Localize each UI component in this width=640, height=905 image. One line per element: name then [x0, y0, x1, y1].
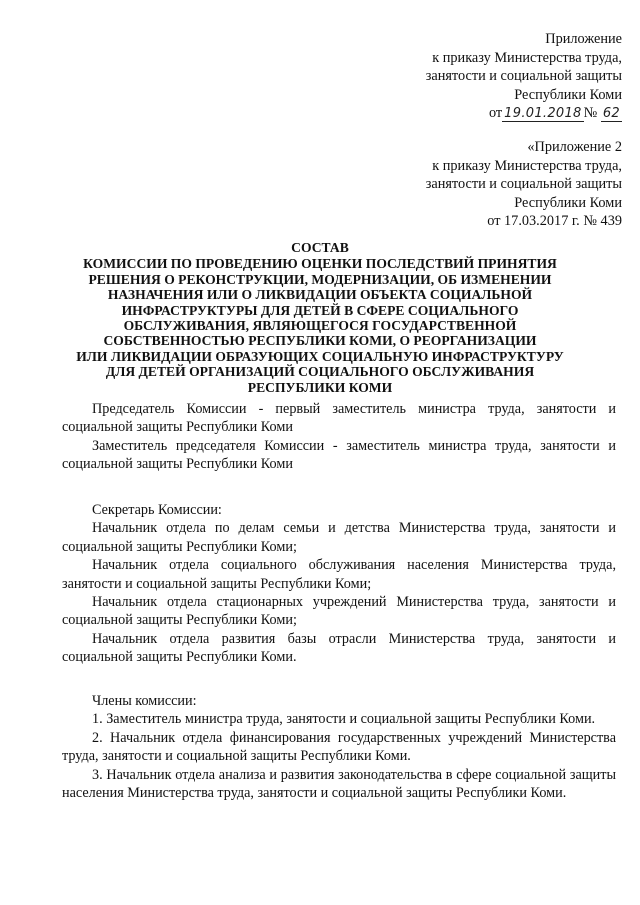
document-heading [40, 240, 600, 395]
date-prefix: от [488, 105, 503, 122]
secretary-label: Секретарь Комиссии: [92, 502, 222, 519]
heading-line: ИЛИ ЛИКВИДАЦИИ ОБРАЗУЮЩИХ СОЦИАЛЬНУЮ ИНФРАСТРУКТУРУ [76, 348, 564, 364]
secretary-item: Начальник отдела по делам семьи и детства Министерства труда, занятости и социальной защиты Республики Коми; [62, 520, 616, 555]
appendix-title: Приложение [545, 31, 622, 47]
secretary-item: Начальник отдела развития базы отрасли Министерства труда, занятости и социальной защиты Республики Коми. [62, 630, 616, 666]
members-label: Члены комиссии: [92, 693, 197, 710]
appendix-2-ministry-line: занятости и социальной защиты [425, 176, 622, 193]
heading-line: ДЛЯ ДЕТЕЙ ОРГАНИЗАЦИЙ СОЦИАЛЬНОГО ОБСЛУЖИВАНИЯ [105, 364, 535, 380]
handwritten-number: 62 [602, 106, 620, 122]
heading-line: СОБСТВЕННОСТЬЮ РЕСПУБЛИКИ КОМИ, О РЕОРГАНИЗАЦИИ [103, 333, 537, 349]
heading-line: РЕШЕНИЯ О РЕКОНСТРУКЦИИ, МОДЕРНИЗАЦИИ, ОБ ИЗМЕНЕНИИ [88, 271, 552, 287]
member-item: 3. Начальник отдела анализа и развития законодательства в сфере социальной защиты населения Министерства труда, занятости и социальной защиты Республики Коми. [62, 766, 616, 802]
appendix-2-date-line: от 17.03.2017 г. № 439 [487, 213, 622, 230]
document-body [62, 400, 616, 803]
appendix-ministry-line: занятости и социальной защиты [425, 68, 622, 85]
member-item: 2. Начальник отдела финансирования государственных учреждений Министерства труда, занятости и социальной защиты Республики Коми. [62, 729, 616, 765]
heading-line: КОМИССИИ ПО ПРОВЕДЕНИЮ ОЦЕНКИ ПОСЛЕДСТВИЙ ПРИНЯТИЯ [83, 256, 557, 272]
chair-paragraph: Председатель Комиссии - первый заместитель министра труда, занятости и социальной защиты Республики Коми [62, 401, 616, 436]
heading-line: НАЗНАЧЕНИЯ ИЛИ О ЛИКВИДАЦИИ ОБЪЕКТА СОЦИАЛЬНОЙ [107, 287, 533, 303]
appendix-date-line [426, 104, 622, 124]
heading-title: СОСТАВ [291, 240, 349, 255]
appendix-header [426, 30, 622, 124]
handwritten-date: 19.01.2018 [504, 106, 582, 122]
appendix-republic-line: Республики Коми [514, 86, 622, 103]
member-item: 1. Заместитель министра труда, занятости и социальной защиты Республики Коми. [92, 711, 596, 728]
heading-line: РЕСПУБЛИКИ КОМИ [247, 379, 393, 395]
number-sign: № [583, 105, 598, 122]
vice-chair-paragraph: Заместитель председателя Комиссии - заместитель министра труда, занятости и социальной защиты Республики Коми [62, 437, 616, 473]
secretary-item: Начальник отдела стационарных учреждений Министерства труда, занятости и социальной защиты Республики Коми; [62, 594, 616, 629]
secretary-item: Начальник отдела социального обслуживания населения Министерства труда, занятости и социальной защиты Республики Коми; [62, 557, 616, 592]
appendix-order-line: к приказу Министерства труда, [432, 49, 622, 66]
appendix-2-order-line: к приказу Министерства труда, [432, 157, 622, 174]
appendix-2-republic-line: Республики Коми [514, 194, 622, 211]
heading-line: ИНФРАСТРУКТУРЫ ДЛЯ ДЕТЕЙ В СФЕРЕ СОЦИАЛЬНОГО [121, 302, 519, 318]
appendix-2-title: «Приложение 2 [527, 139, 622, 155]
heading-line: ОБСЛУЖИВАНИЯ, ЯВЛЯЮЩЕГОСЯ ГОСУДАРСТВЕННОЙ [123, 318, 517, 334]
appendix-2-header [426, 138, 622, 231]
